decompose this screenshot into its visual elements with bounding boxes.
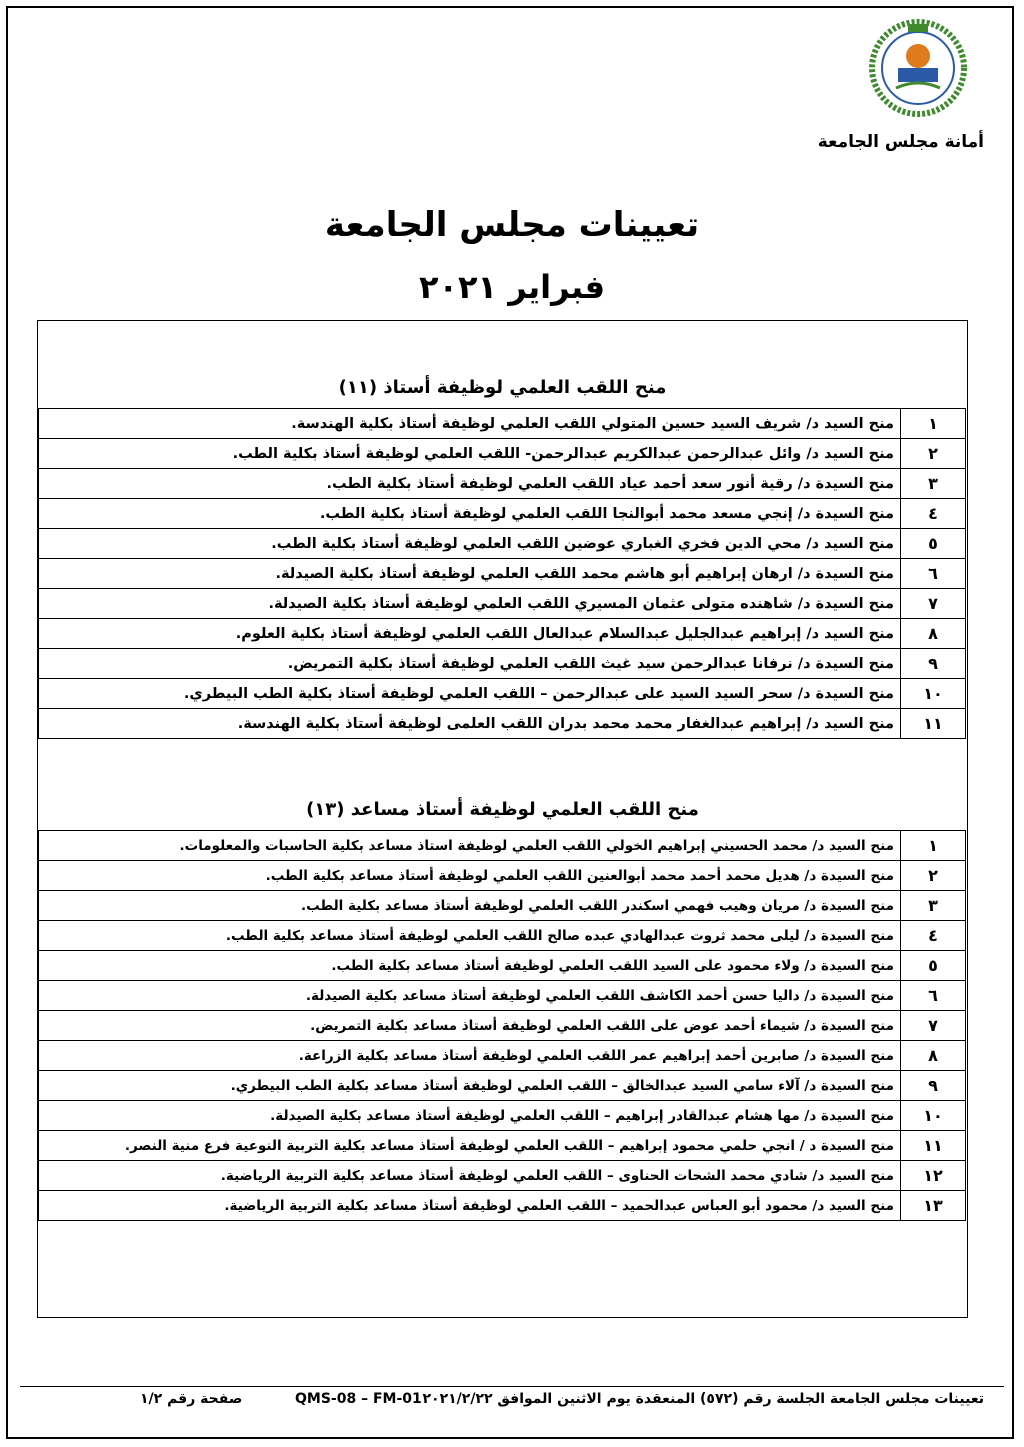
- row-number: ٦: [901, 981, 966, 1011]
- row-text: منح السيدة د/ نرفانا عبدالرحمن سيد غيث اللقب العلمي لوظيفة أستاذ بكلية التمريض.: [39, 649, 901, 679]
- footer-meeting-reference: تعيينات مجلس الجامعة الجلسة رقم (٥٧٢) المنعقدة يوم الاثنين الموافق ٢٠٢١/٢/٢٢: [422, 1391, 984, 1407]
- row-text: منح السيدة د/ رقية أنور سعد أحمد عياد اللقب العلمي لوظيفة أستاذ بكلية الطب.: [39, 469, 901, 499]
- table-row: [39, 499, 966, 529]
- footer-page-number: صفحة رقم ١/٢: [140, 1391, 243, 1407]
- row-number: ١١: [901, 709, 966, 739]
- university-logo: [868, 18, 968, 118]
- row-text: منح السيد د/ إبراهيم عبدالجليل عبدالسلام عبدالعال اللقب العلمي لوظيفة أستاذ بكلية العلوم.: [39, 619, 901, 649]
- row-text: منح السيدة د/ هديل محمد أحمد محمد أبوالعنين اللقب العلمي لوظيفة أستاذ مساعد بكلية الطب.: [39, 861, 901, 891]
- table-row: [39, 891, 966, 921]
- section-heading-assistant-professor: منح اللقب العلمي لوظيفة أستاذ مساعد (١٣): [306, 799, 699, 820]
- row-number: ١٠: [901, 679, 966, 709]
- row-number: ٤: [901, 499, 966, 529]
- row-text: منح السيدة د/ إنجي مسعد محمد أبوالنجا اللقب العلمي لوظيفة أستاذ بكلية الطب.: [39, 499, 901, 529]
- table-row: [39, 709, 966, 739]
- row-number: ٢: [901, 439, 966, 469]
- row-text: منح السيد د/ محي الدين فخري الغباري عوضين اللقب العلمي لوظيفة أستاذ بكلية الطب.: [39, 529, 901, 559]
- table-row: [39, 1071, 966, 1101]
- row-number: ١٢: [901, 1161, 966, 1191]
- table-row: [39, 409, 966, 439]
- row-text: منح السيدة د/ مريان وهيب فهمي اسكندر اللقب العلمي لوظيفة أستاذ مساعد بكلية الطب.: [39, 891, 901, 921]
- table-row: [39, 589, 966, 619]
- page-subtitle: فبراير ٢٠٢١: [418, 268, 606, 306]
- row-text: منح السيد د/ إبراهيم عبدالغفار محمد محمد بدران اللقب العلمى لوظيفة أستاذ بكلية الهندسة.: [39, 709, 901, 739]
- table-row: [39, 439, 966, 469]
- row-text: منح السيدة د/ آلاء سامي السيد عبدالخالق – اللقب العلمي لوظيفة أستاذ مساعد بكلية الطب البيطري.: [39, 1071, 901, 1101]
- table-row: [39, 1011, 966, 1041]
- row-number: ١٠: [901, 1101, 966, 1131]
- footer-divider: [20, 1386, 1004, 1387]
- row-text: منح السيدة د/ سحر السيد السيد على عبدالرحمن – اللقب العلمي لوظيفة أستاذ بكلية الطب البيطري.: [39, 679, 901, 709]
- row-text: منح السيدة د/ ليلى محمد ثروت عبدالهادي عبده صالح اللقب العلمي لوظيفة أستاذ مساعد بكلية الطب.: [39, 921, 901, 951]
- row-text: منح السيد د/ محمد الحسيني إبراهيم الخولي اللقب العلمي لوظيفة استاذ مساعد بكلية الحاسبات والمعلومات.: [39, 831, 901, 861]
- table-row: [39, 921, 966, 951]
- table-row: [39, 649, 966, 679]
- table-row: [39, 1161, 966, 1191]
- table-row: [39, 981, 966, 1011]
- table-row: [39, 831, 966, 861]
- row-number: ٩: [901, 1071, 966, 1101]
- table-row: [39, 951, 966, 981]
- footer-document-code: QMS-08 – FM-01: [295, 1391, 422, 1407]
- table-row: [39, 559, 966, 589]
- assistant-professor-grants-table: [38, 830, 966, 1221]
- row-number: ٩: [901, 649, 966, 679]
- row-number: ٦: [901, 559, 966, 589]
- row-text: منح السيد د/ وائل عبدالرحمن عبدالكريم عبدالرحمن- اللقب العلمي لوظيفة أستاذ بكلية الطب.: [39, 439, 901, 469]
- professor-grants-table: [38, 408, 966, 739]
- row-number: ٧: [901, 1011, 966, 1041]
- table-row: [39, 1131, 966, 1161]
- row-text: منح السيد د/ شريف السيد حسين المتولي اللقب العلمي لوظيفة أستاذ بكلية الهندسة.: [39, 409, 901, 439]
- table-row: [39, 861, 966, 891]
- row-text: منح السيد د/ شادي محمد الشحات الحناوى – اللقب العلمي لوظيفة أستاذ مساعد بكلية التربية الرياضية.: [39, 1161, 901, 1191]
- row-number: ١١: [901, 1131, 966, 1161]
- row-number: ٨: [901, 619, 966, 649]
- table-row: [39, 679, 966, 709]
- row-number: ١: [901, 831, 966, 861]
- row-text: منح السيدة د/ داليا حسن أحمد الكاشف اللقب العلمي لوظيفة أستاذ مساعد بكلية الصيدلة.: [39, 981, 901, 1011]
- table-row: [39, 1041, 966, 1071]
- row-text: منح السيدة د/ ارهان إبراهيم أبو هاشم محمد اللقب العلمي لوظيفة أستاذ بكلية الصيدلة.: [39, 559, 901, 589]
- row-number: ٤: [901, 921, 966, 951]
- row-text: منح السيدة د/ شاهنده متولى عثمان المسيري اللقب العلمي لوظيفة أستاذ بكلية الصيدلة.: [39, 589, 901, 619]
- table-row: [39, 469, 966, 499]
- row-text: منح السيدة د/ صابرين أحمد إبراهيم عمر اللقب العلمي لوظيفة أستاذ مساعد بكلية الزراعة.: [39, 1041, 901, 1071]
- content-box: [37, 320, 968, 1318]
- table-row: [39, 1101, 966, 1131]
- office-name: أمانة مجلس الجامعة: [817, 132, 984, 152]
- row-text: منح السيدة د/ مها هشام عبدالقادر إبراهيم – اللقب العلمي لوظيفة أستاذ مساعد بكلية الصيدلة.: [39, 1101, 901, 1131]
- page-title: تعيينات مجلس الجامعة: [324, 205, 700, 245]
- row-text: منح السيدة د/ ولاء محمود على السيد اللقب العلمي لوظيفة أستاذ مساعد بكلية الطب.: [39, 951, 901, 981]
- row-number: ٥: [901, 529, 966, 559]
- row-number: ٧: [901, 589, 966, 619]
- row-number: ٣: [901, 891, 966, 921]
- row-text: منح السيدة د / انجي حلمي محمود إبراهيم – اللقب العلمي لوظيفة أستاذ مساعد بكلية التربية النوعية فرع منية النصر.: [39, 1131, 901, 1161]
- row-text: منح السيد د/ محمود أبو العباس عبدالحميد – اللقب العلمي لوظيفة أستاذ مساعد بكلية التربية الرياضية.: [39, 1191, 901, 1221]
- row-text: منح السيدة د/ شيماء أحمد عوض على اللقب العلمي لوظيفة أستاذ مساعد بكلية التمريض.: [39, 1011, 901, 1041]
- row-number: ١: [901, 409, 966, 439]
- row-number: ٨: [901, 1041, 966, 1071]
- table-row: [39, 619, 966, 649]
- section-heading-professor: منح اللقب العلمي لوظيفة أستاذ (١١): [338, 377, 667, 398]
- table-row: [39, 1191, 966, 1221]
- row-number: ٣: [901, 469, 966, 499]
- row-number: ٥: [901, 951, 966, 981]
- row-number: ١٣: [901, 1191, 966, 1221]
- table-row: [39, 529, 966, 559]
- row-number: ٢: [901, 861, 966, 891]
